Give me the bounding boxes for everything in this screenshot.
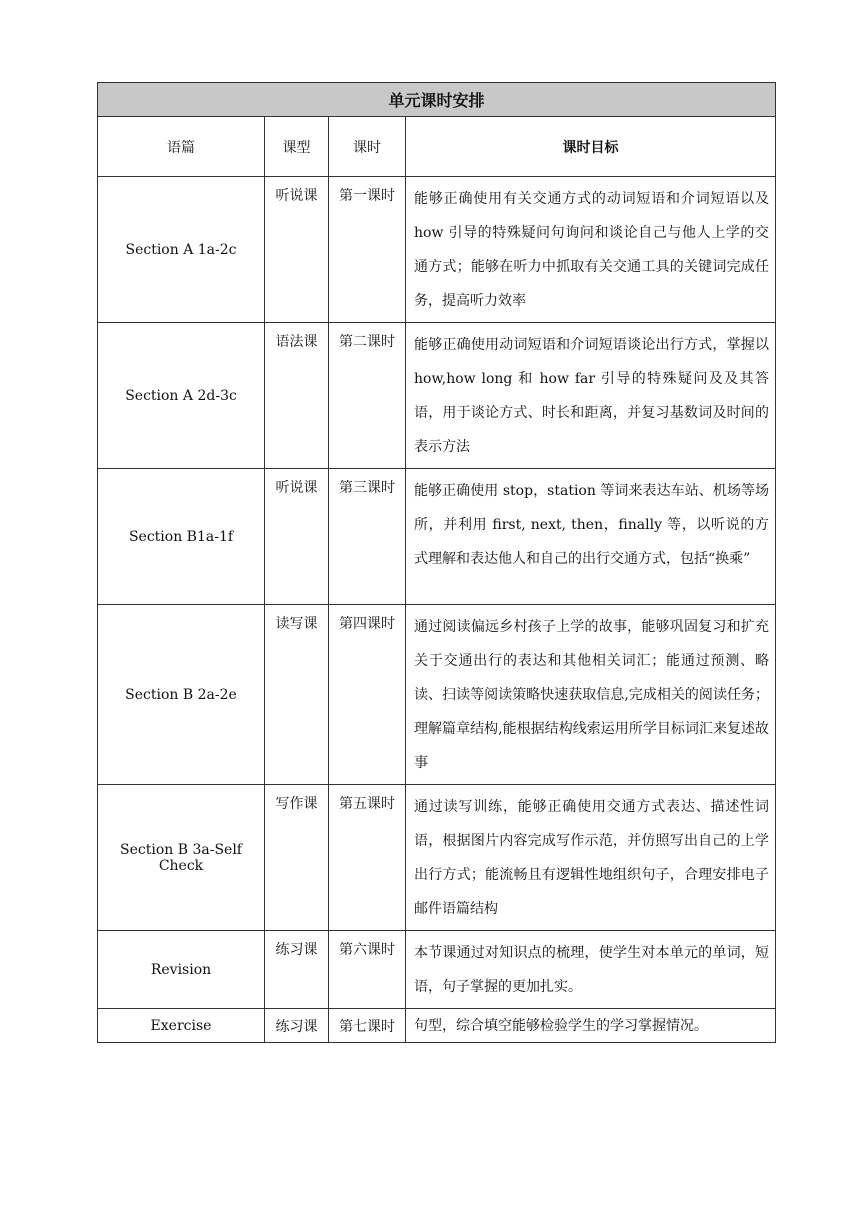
table-row bbox=[98, 785, 776, 931]
row-type: 听说课 bbox=[265, 469, 329, 605]
table-row bbox=[98, 177, 776, 323]
row-section: Section A 1a-2c bbox=[98, 177, 265, 323]
row-type: 写作课 bbox=[265, 785, 329, 931]
row-section: Section A 2d-3c bbox=[98, 323, 265, 469]
row-type: 读写课 bbox=[265, 605, 329, 785]
table-title-row bbox=[98, 83, 776, 117]
row-period: 第三课时 bbox=[329, 469, 406, 605]
row-goal: 本节课通过对知识点的梳理，使学生对本单元的单词，短语，句子掌握的更加扎实。 bbox=[406, 931, 776, 1009]
row-period: 第一课时 bbox=[329, 177, 406, 323]
header-type: 课型 bbox=[265, 117, 329, 177]
row-section: Section B1a-1f bbox=[98, 469, 265, 605]
row-period: 第五课时 bbox=[329, 785, 406, 931]
row-section: Revision bbox=[98, 931, 265, 1009]
table-row bbox=[98, 1009, 776, 1043]
row-period: 第六课时 bbox=[329, 931, 406, 1009]
row-section: Section B 3a-Self Check bbox=[98, 785, 265, 931]
row-goal: 能够正确使用动词短语和介词短语谈论出行方式，掌握以 how,how long 和 how far 引导的特殊疑问及及其答语，用于谈论方式、时长和距离，并复习基数词及时间的表示方法 bbox=[406, 323, 776, 469]
row-section: Exercise bbox=[98, 1009, 265, 1043]
table-header-row bbox=[98, 117, 776, 177]
row-section: Section B 2a-2e bbox=[98, 605, 265, 785]
row-goal: 能够正确使用有关交通方式的动词短语和介词短语以及 how 引导的特殊疑问句询问和谈论自己与他人上学的交通方式；能够在听力中抓取有关交通工具的关键词完成任务，提高听力效率 bbox=[406, 177, 776, 323]
header-period: 课时 bbox=[329, 117, 406, 177]
row-goal: 通过读写训练，能够正确使用交通方式表达、描述性词语，根据图片内容完成写作示范，并仿照写出自己的上学出行方式；能流畅且有逻辑性地组织句子，合理安排电子邮件语篇结构 bbox=[406, 785, 776, 931]
table-row bbox=[98, 323, 776, 469]
row-type: 语法课 bbox=[265, 323, 329, 469]
row-type: 练习课 bbox=[265, 931, 329, 1009]
header-text: 语篇 bbox=[98, 117, 265, 177]
table-title: 单元课时安排 bbox=[98, 83, 776, 117]
row-period: 第二课时 bbox=[329, 323, 406, 469]
row-goal: 句型，综合填空能够检验学生的学习掌握情况。 bbox=[406, 1009, 776, 1043]
row-type: 听说课 bbox=[265, 177, 329, 323]
row-period: 第四课时 bbox=[329, 605, 406, 785]
lesson-schedule-table bbox=[97, 82, 776, 1043]
row-goal: 通过阅读偏远乡村孩子上学的故事，能够巩固复习和扩充关于交通出行的表达和其他相关词汇；能通过预测、略读、扫读等阅读策略快速获取信息,完成相关的阅读任务；理解篇章结构,能根据结构线索运用所学目标词汇来复述故事 bbox=[406, 605, 776, 785]
table-row bbox=[98, 931, 776, 1009]
table-row bbox=[98, 469, 776, 605]
row-goal: 能够正确使用 stop，station 等词来表达车站、机场等场所，并利用 first, next, then，finally 等，以听说的方式理解和表达他人和自己的出行交通方式，包括“换乘” bbox=[406, 469, 776, 605]
row-type: 练习课 bbox=[265, 1009, 329, 1043]
row-period: 第七课时 bbox=[329, 1009, 406, 1043]
header-goal: 课时目标 bbox=[406, 117, 776, 177]
table-row bbox=[98, 605, 776, 785]
